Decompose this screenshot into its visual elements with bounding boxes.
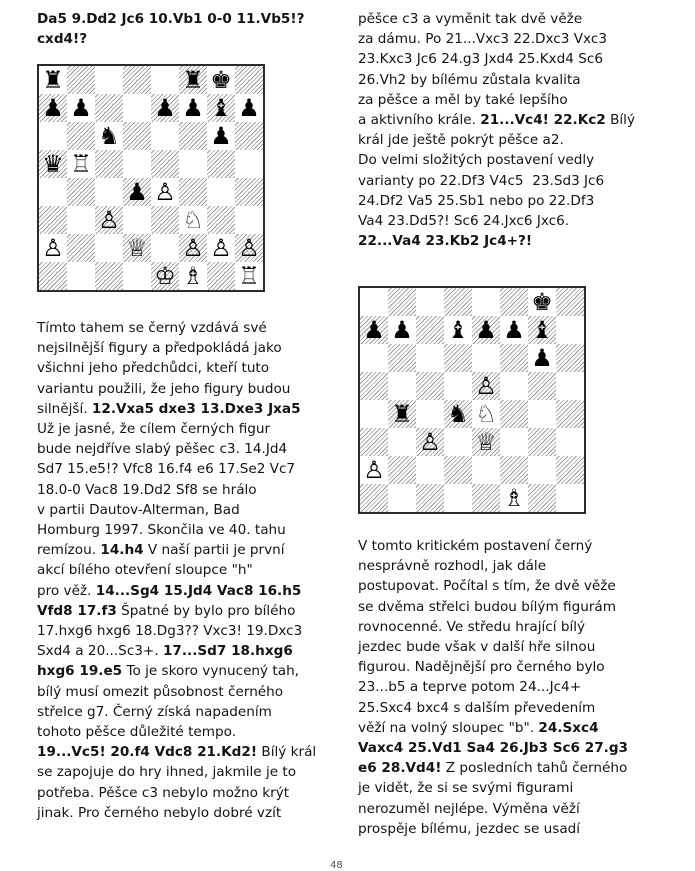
white-knight-icon: ♘ [475,400,497,428]
text-line [358,718,628,738]
board-square [235,178,263,206]
commentary-text: za pěšce a měl by také lepšího [358,91,568,108]
commentary-text: prospěje bílému, jezdec se usadí [358,820,581,837]
commentary-text: pro věž. [37,582,96,599]
commentary-text: nesprávně rozhodl, jak dále [358,558,547,575]
move-notation: 24.Sxc4 [538,719,599,736]
text-line [37,338,316,358]
white-pawn-icon: ♙ [238,234,260,262]
left-column-heading-text [37,9,304,49]
commentary-text: 18.0-0 Vac8 19.Dd2 Sf8 se hrálo [37,481,257,498]
black-king-icon: ♚ [531,288,553,316]
text-line [358,9,635,29]
text-line [37,318,316,338]
commentary-text: Tímto tahem se černý vzdává své [37,320,267,336]
board-square [556,400,584,428]
text-line [358,778,628,798]
board-square [151,234,179,262]
commentary-text: Špatné by bylo pro bílého [116,602,296,619]
text-line [37,560,316,580]
text-line [37,439,316,459]
board-square [123,178,151,206]
board-square [67,206,95,234]
right-column-body-text [358,536,628,839]
board-square [39,178,67,206]
commentary-text: se dvěma střelci budou bílým figurám [358,598,616,615]
board-square [95,66,123,94]
board-square [235,262,263,290]
commentary-text: 25.Sxc4 bxc4 s dalším převedením [358,699,596,716]
board-square [500,484,528,512]
commentary-text: král jde ještě pokrýt pěšce a2. [358,132,564,149]
board-square [151,150,179,178]
white-pawn-icon: ♙ [419,428,441,456]
board-square [472,428,500,456]
board-square [67,178,95,206]
board-square [235,122,263,150]
commentary-text: figurou. Nadějnější pro černého bylo [358,659,605,676]
board-square [67,122,95,150]
board-square [235,94,263,122]
board-square [207,66,235,94]
board-square [235,150,263,178]
board-square [388,484,416,512]
board-square [388,400,416,428]
board-square [207,234,235,262]
commentary-text: Sd7 15.e5!? Vfc8 16.f4 e6 17.Se2 Vc7 [37,461,296,478]
commentary-text: 23.Kxc3 Jc6 24.g3 Jxd4 25.Kxd4 Sc6 [358,51,604,68]
board-square [179,234,207,262]
text-line [37,399,316,419]
text-line [37,762,316,782]
board-square [472,484,500,512]
black-knight-icon: ♞ [98,122,120,150]
text-line [37,419,316,439]
black-rook-icon: ♜ [42,66,64,94]
text-line [358,536,628,556]
board-square [416,316,444,344]
commentary-text: Už je jasné, že cílem černých figur [37,421,271,438]
text-line [37,520,316,540]
text-line [37,581,316,601]
board-square [472,372,500,400]
board-square [123,206,151,234]
move-notation: hxg6 19.e5 [37,663,123,680]
black-king-icon: ♚ [210,66,232,94]
board-square [39,262,67,290]
page-number: 48 [330,860,343,871]
text-line [37,358,316,378]
board-square [528,372,556,400]
board-square [151,262,179,290]
board-square [95,234,123,262]
board-square [123,94,151,122]
board-square [528,456,556,484]
board-square [235,234,263,262]
board-square [207,262,235,290]
board-square [179,178,207,206]
commentary-text: Bílý král [257,744,317,761]
board-square [179,94,207,122]
board-square [472,344,500,372]
commentary-text: Sxd4 a 20...Sc3+. [37,643,163,660]
board-square [444,344,472,372]
commentary-text: střelce g7. Černý získá napadením [37,703,272,720]
commentary-text: Do velmi složitých postavení vedly [358,152,595,169]
text-line [358,231,635,251]
commentary-text: akcí bílého otevření sloupce "h" [37,562,253,579]
commentary-text: varianty po 22.Df3 V4c5 23.Sd3 Jc6 [358,172,605,189]
white-pawn-icon: ♙ [210,234,232,262]
board-square [360,456,388,484]
board-square [207,206,235,234]
board-square [39,122,67,150]
board-square [528,288,556,316]
commentary-text: remízou. [37,542,101,559]
board-square [39,150,67,178]
text-line [37,9,304,29]
board-square [500,372,528,400]
right-column-heading-text [358,9,635,251]
commentary-text: a aktivního krále. [358,112,481,129]
text-line [37,641,316,661]
black-pawn-icon: ♟ [531,344,553,372]
board-square [444,456,472,484]
white-queen-icon: ♕ [126,234,148,262]
board-square [444,288,472,316]
text-line [358,576,628,596]
board-square [556,372,584,400]
text-line [358,637,628,657]
black-pawn-icon: ♟ [363,316,385,344]
board-square [235,66,263,94]
board-square [444,316,472,344]
board-square [39,94,67,122]
white-king-icon: ♔ [154,262,176,290]
white-pawn-icon: ♙ [154,178,176,206]
board-square [416,484,444,512]
black-rook-icon: ♜ [182,66,204,94]
board-square [123,66,151,94]
board-square [556,456,584,484]
board-square [95,122,123,150]
board-square [500,428,528,456]
board-square [416,288,444,316]
commentary-text: pěšce c3 a vyměnit tak dvě věže [358,11,583,27]
text-line [358,617,628,637]
board-square [179,122,207,150]
board-square [151,122,179,150]
board-square [207,150,235,178]
board-square [556,316,584,344]
black-pawn-icon: ♟ [42,94,64,122]
white-rook-icon: ♖ [70,150,92,178]
board-square [472,288,500,316]
board-square [179,150,207,178]
board-square [95,150,123,178]
commentary-text: Bílý [605,112,635,129]
commentary-text: Homburg 1997. Skončila ve 40. tahu [37,522,286,539]
board-square [528,428,556,456]
board-square [556,484,584,512]
board-square [556,428,584,456]
black-bishop-icon: ♝ [531,316,553,344]
board-square [179,206,207,234]
text-line [358,819,628,839]
move-notation: Vfd8 17.f3 [37,602,117,619]
commentary-text: 17.hxg6 hxg6 18.Dg3?? Vxc3! 19.Dxc3 [37,623,303,640]
black-bishop-icon: ♝ [210,94,232,122]
commentary-text: postupovat. Počítal s tím, že dvě věže [358,578,616,595]
move-notation: 12.Vxa5 dxe3 13.Dxe3 Jxa5 [91,400,301,417]
board-square [95,94,123,122]
text-line [358,130,635,150]
board-square [416,372,444,400]
text-line [37,500,316,520]
commentary-text: bude nejdříve slabý pěšec c3. 14.Jd4 [37,441,288,458]
move-notation: Vaxc4 25.Vd1 Sa4 26.Jb3 Sc6 27.g3 [358,740,629,757]
move-notation: 14.h4 [100,542,144,559]
commentary-text: potřeba. Pěšce c3 nebylo možno krýt [37,784,290,801]
board-square [39,66,67,94]
move-notation: cxd4!? [37,31,88,48]
text-line [37,601,316,621]
commentary-text: v partii Dautov-Alterman, Bad [37,501,240,518]
board-square [360,400,388,428]
move-notation: e6 28.Vd4! [358,760,442,777]
board-square [528,316,556,344]
board-square [416,456,444,484]
text-line [358,556,628,576]
chess-diagram-1 [37,64,265,292]
black-pawn-icon: ♟ [70,94,92,122]
commentary-text: se zapojuje do hry ihned, jakmile je to [37,764,297,781]
board-square [67,234,95,262]
commentary-text: nejsilnější figury a předpokládá jako [37,340,282,357]
board-square [39,206,67,234]
commentary-text: všichni jeho předchůdci, kteří tuto [37,360,270,377]
board-square [207,122,235,150]
commentary-text: jinak. Pro černého nebylo dobré vzít [37,804,282,821]
white-queen-icon: ♕ [475,428,497,456]
move-notation: 14...Sg4 15.Jd4 Vac8 16.h5 [95,582,302,599]
board-square [123,234,151,262]
commentary-text: jezdec bude však v další hře silnou [358,639,596,656]
commentary-text: 23...b5 a teprve potom 24...Jc4+ [358,679,582,696]
board-square [388,428,416,456]
board-square [95,262,123,290]
black-pawn-icon: ♟ [126,178,148,206]
board-square [95,206,123,234]
board-square [151,94,179,122]
text-line [358,110,635,130]
text-line [358,799,628,819]
black-pawn-icon: ♟ [182,94,204,122]
board-square [123,262,151,290]
text-line [37,661,316,681]
board-square [360,428,388,456]
white-pawn-icon: ♙ [182,234,204,262]
board-square [95,178,123,206]
black-pawn-icon: ♟ [154,94,176,122]
commentary-text: 24.Df2 Va5 25.Sb1 nebo po 22.Df3 [358,192,595,209]
text-line [358,738,628,758]
board-square [500,316,528,344]
black-bishop-icon: ♝ [447,316,469,344]
commentary-text: bílý musí omezit působnost černého [37,683,284,700]
board-square [360,372,388,400]
text-line [358,70,635,90]
commentary-text: za dámu. Po 21...Vxc3 22.Dxc3 Vxc3 [358,31,607,48]
white-bishop-icon: ♗ [503,484,525,512]
board-square [360,316,388,344]
white-pawn-icon: ♙ [475,372,497,400]
text-line [358,698,628,718]
text-line [358,49,635,69]
commentary-text: nerozuměl nejlépe. Výměna věží [358,800,580,817]
move-notation: 21...Vc4! 22.Kc2 [480,112,606,129]
commentary-text: To je skoro vynucený tah, [122,663,300,680]
board-square [39,234,67,262]
board-square [151,178,179,206]
text-line [37,540,316,560]
board-square [123,122,151,150]
board-square [388,316,416,344]
text-line [37,379,316,399]
board-square [444,400,472,428]
move-notation: 19...Vc5! 20.f4 Vdc8 21.Kd2! [37,744,258,761]
black-pawn-icon: ♟ [391,316,413,344]
text-line [37,682,316,702]
commentary-text: Z posledních tahů černého [441,760,628,777]
commentary-text: variantu použili, že jeho figury budou [37,380,291,397]
text-line [358,29,635,49]
board-square [360,484,388,512]
board-square [67,150,95,178]
board-square [388,344,416,372]
board-square [67,262,95,290]
board-square [388,456,416,484]
text-line [358,171,635,191]
white-knight-icon: ♘ [182,206,204,234]
text-line [358,597,628,617]
board-square [528,344,556,372]
board-square [472,400,500,428]
board-square [207,94,235,122]
board-square [500,344,528,372]
text-line [37,783,316,803]
move-notation: 17...Sd7 18.hxg6 [162,643,293,660]
commentary-text: 26.Vh2 by bílému zůstala kvalita [358,71,581,88]
text-line [358,211,635,231]
board-square [388,288,416,316]
board-square [556,288,584,316]
text-line [37,702,316,722]
text-line [37,459,316,479]
board-square [151,206,179,234]
white-pawn-icon: ♙ [42,234,64,262]
commentary-text: Va4 23.Dd5?! Sc6 24.Jxc6 Jxc6. [358,213,570,230]
black-pawn-icon: ♟ [238,94,260,122]
board-square [416,344,444,372]
board-square [388,372,416,400]
move-notation: Da5 9.Dd2 Jc6 10.Vb1 0-0 11.Vb5!? [37,11,305,27]
black-pawn-icon: ♟ [475,316,497,344]
left-column-body-text [37,318,316,823]
commentary-text: V tomto kritickém postavení černý [358,538,593,554]
text-line [358,191,635,211]
commentary-text: je vidět, že si se svými figurami [358,780,574,797]
board-square [528,400,556,428]
black-rook-icon: ♜ [391,400,413,428]
board-square [444,428,472,456]
move-notation: 22...Va4 23.Kb2 Jc4+?! [358,233,533,250]
board-square [416,400,444,428]
commentary-text: V naší partii je první [143,542,285,559]
board-square [360,288,388,316]
black-pawn-icon: ♟ [503,316,525,344]
text-line [358,90,635,110]
board-square [179,262,207,290]
text-line [37,621,316,641]
board-square [67,94,95,122]
board-square [556,344,584,372]
board-square [472,456,500,484]
board-square [123,150,151,178]
board-square [179,66,207,94]
board-square [207,178,235,206]
board-square [360,344,388,372]
black-knight-icon: ♞ [447,400,469,428]
commentary-text: věží na volný sloupec "b". [358,719,539,736]
black-queen-icon: ♛ [42,150,64,178]
text-line [37,29,304,49]
commentary-text: rovnocenné. Ve středu hrající bílý [358,618,586,635]
text-line [37,722,316,742]
board-square [444,484,472,512]
white-pawn-icon: ♙ [363,456,385,484]
board-square [472,316,500,344]
commentary-text: silnější. [37,400,92,417]
white-pawn-icon: ♙ [98,206,120,234]
board-square [500,288,528,316]
text-line [358,677,628,697]
text-line [358,758,628,778]
text-line [358,150,635,170]
board-square [151,66,179,94]
white-bishop-icon: ♗ [182,262,204,290]
board-square [500,456,528,484]
commentary-text: tohoto pěšce důležité tempo. [37,724,237,741]
board-square [528,484,556,512]
board-square [67,66,95,94]
text-line [37,803,316,823]
chess-diagram-2 [358,286,586,514]
black-pawn-icon: ♟ [210,122,232,150]
text-line [358,657,628,677]
board-square [416,428,444,456]
board-square [444,372,472,400]
board-square [235,206,263,234]
text-line [37,742,316,762]
white-rook-icon: ♖ [238,262,260,290]
text-line [37,480,316,500]
board-square [500,400,528,428]
